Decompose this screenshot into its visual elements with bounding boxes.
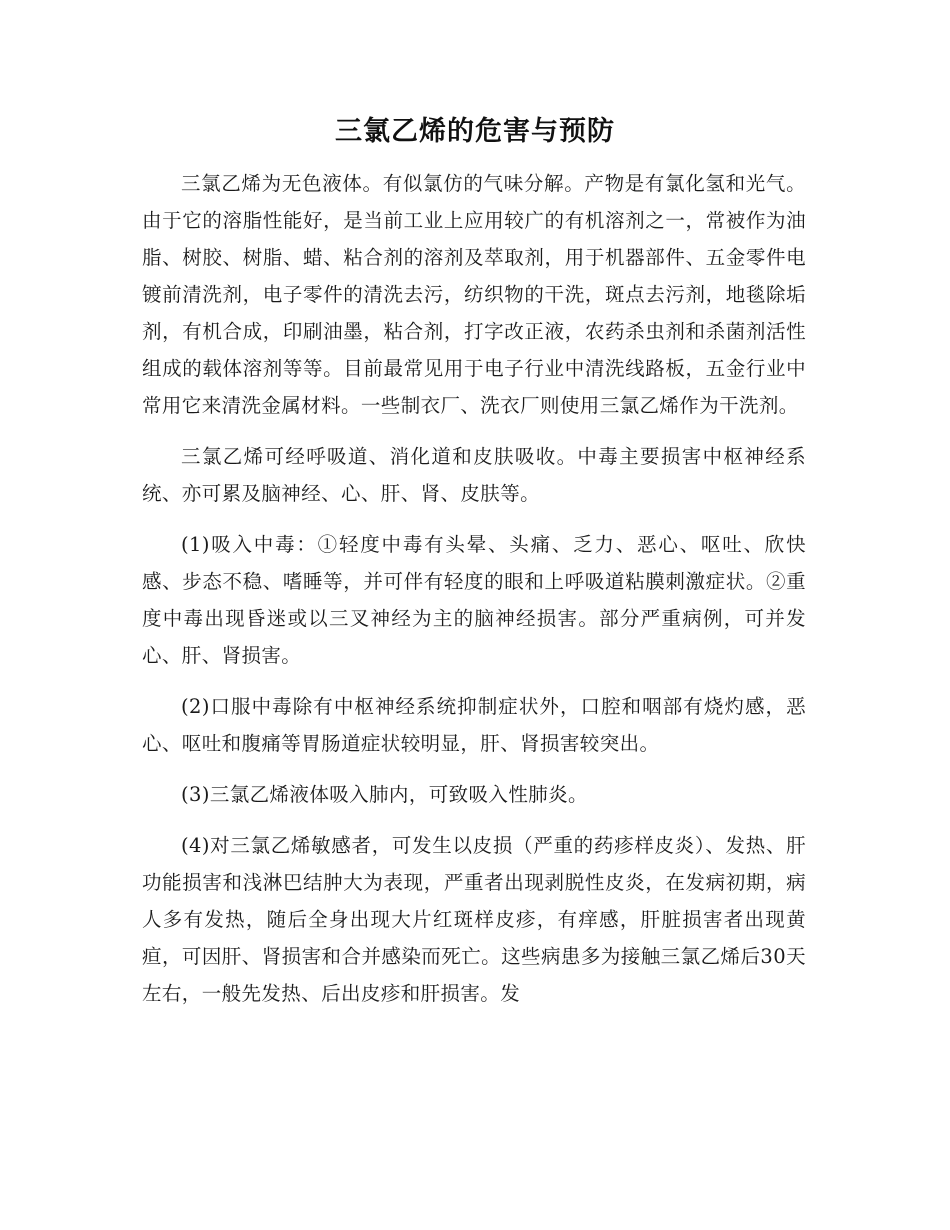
- paragraph-absorption: 三氯乙烯可经呼吸道、消化道和皮肤吸收。中毒主要损害中枢神经系统、亦可累及脑神经、心、肝、肾、皮肤等。: [142, 445, 806, 505]
- paragraph-hypersensitivity: (4)对三氯乙烯敏感者，可发生以皮损（严重的药疹样皮炎）、发热、肝功能损害和浅淋巴结肿大为表现，严重者出现剥脱性皮炎，在发病初期，病人多有发热，随后全身出现大片红斑样皮疹，有痒感，肝脏损害者出现黄疸，可因肝、肾损害和合并感染而死亡。这些病患多为接触三氯乙烯后30天左右，一般先发热、后出皮疹和肝损害。发: [142, 834, 806, 1005]
- paragraph-oral-poisoning: (2)口服中毒除有中枢神经系统抑制症状外，口腔和咽部有烧灼感，恶心、呕吐和腹痛等胃肠道症状较明显，肝、肾损害较突出。: [142, 695, 806, 755]
- document-body: [142, 165, 806, 1026]
- paragraph-intro: 三氯乙烯为无色液体。有似氯仿的气味分解。产物是有氯化氢和光气。由于它的溶脂性能好，是当前工业上应用较广的有机溶剂之一，常被作为油脂、树胶、树脂、蜡、粘合剂的溶剂及萃取剂，用于机器部件、五金零件电镀前清洗剂，电子零件的清洗去污，纺织物的干洗，斑点去污剂，地毯除垢剂，有机合成，印刷油墨，粘合剂，打字改正液，农药杀虫剂和杀菌剂活性组成的载体溶剂等等。目前最常见用于电子行业中清洗线路板，五金行业中常用它来清洗金属材料。一些制衣厂、洗衣厂则使用三氯乙烯作为干洗剂。: [142, 172, 806, 417]
- page-title: 三氯乙烯的危害与预防: [335, 116, 615, 147]
- paragraph-inhalation-poisoning: (1)吸入中毒：①轻度中毒有头晕、头痛、乏力、恶心、呕吐、欣快感、步态不稳、嗜睡等，并可伴有轻度的眼和上呼吸道粘膜刺激症状。②重度中毒出现昏迷或以三叉神经为主的脑神经损害。部分严重病例，可并发心、肝、肾损害。: [142, 533, 806, 667]
- paragraph-aspiration-pneumonia: (3)三氯乙烯液体吸入肺内，可致吸入性肺炎。: [181, 783, 588, 806]
